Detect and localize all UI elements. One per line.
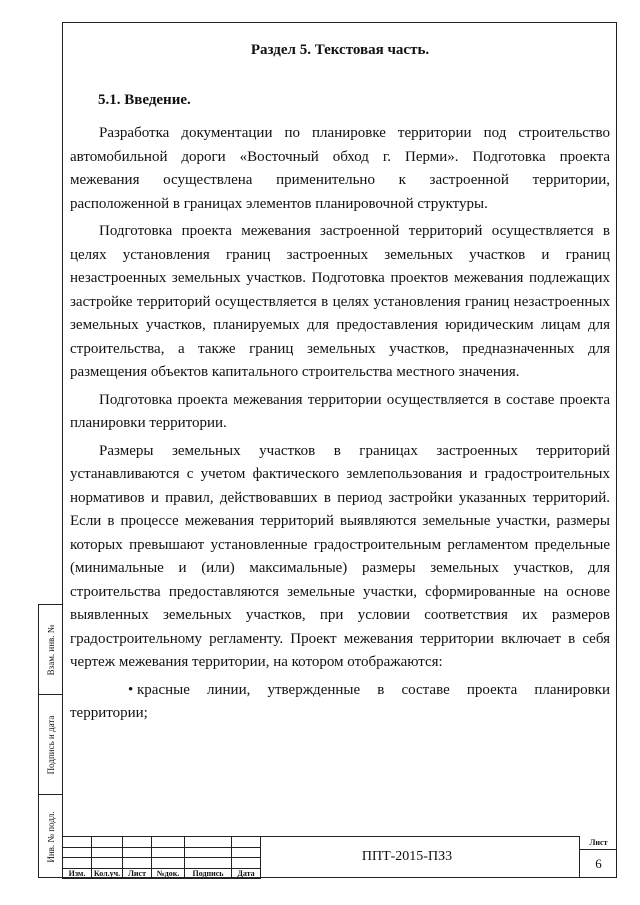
- stamp-header: Изм.: [63, 868, 92, 879]
- side-cell-podpis: [39, 695, 63, 795]
- paragraph: Разработка документации по планировке территории под строительство автомобильной дороги «Восточный обход г. Перми». Подготовка проекта межевания осуществлена применительно к застроенной территории, расположенной в границах элементов планировочной структуры.: [70, 125, 610, 212]
- bullet-text: красные линии, утвержденные в составе проекта планировки территории;: [70, 681, 610, 721]
- section-title: Раздел 5. Текстовая часть.: [250, 42, 430, 58]
- stamp-grid: [62, 836, 261, 879]
- stamp-header: Дата: [232, 868, 261, 879]
- stamp-header: №док.: [152, 868, 185, 879]
- bullet-mark: •: [128, 681, 134, 698]
- side-stamp-column: [38, 604, 62, 878]
- side-label-vzam: Взам. инв. №: [46, 624, 56, 675]
- title-block: [62, 836, 617, 878]
- side-cell-inv: [39, 795, 63, 879]
- sheet-number: 6: [595, 856, 602, 871]
- document-number: ППТ-2015-ПЗ3: [361, 849, 453, 864]
- stamp-header: Кол.уч.: [92, 868, 123, 879]
- bullet-item: [70, 679, 610, 726]
- sheet-label: Лист: [580, 836, 617, 850]
- body-text: [70, 122, 610, 730]
- paragraph: Размеры земельных участков в границах застроенных территорий устанавливаются с учетом фактического землепользования и градостроительных нормативов и правил, действовавших в период застройки указанных территорий. Если в процессе межевания территорий выявляются земельные участки, размеры которых превышают установленные градостроительным регламентом предельные (минимальные и (или) максимальные) размеры земельных участков, для строительства предоставляются земельные участки, сформированные на основе выявленных земельных участков, при условии соответствия их размеров градостроительному регламенту. Проект межевания территории включает в себя чертеж межевания территории, на котором отображаются:: [70, 442, 610, 670]
- subsection-title: 5.1. Введение.: [98, 92, 191, 108]
- side-label-podpis: Подпись и дата: [46, 715, 56, 774]
- side-label-inv: Инв. № подл.: [46, 811, 56, 863]
- sheet-box: [579, 836, 617, 878]
- stamp-header: Лист: [123, 868, 152, 879]
- paragraph: Подготовка проекта межевания территории осуществляется в составе проекта планировки территории.: [70, 391, 610, 431]
- side-cell-vzam: [39, 605, 63, 695]
- paragraph: Подготовка проекта межевания застроенной территорий осуществляется в целях установления границ застроенных земельных участков и границ незастроенных земельных участков. Подготовка проектов межевания подлежащих застройке территорий осуществляется в целях установления границ незастроенных земельных участков, планируемых для предоставления юридическим лицам для строительства, а также границ земельных участков, предназначенных для размещения объектов капитального строительства местного значения.: [70, 223, 610, 380]
- stamp-header: Подпись: [185, 868, 232, 879]
